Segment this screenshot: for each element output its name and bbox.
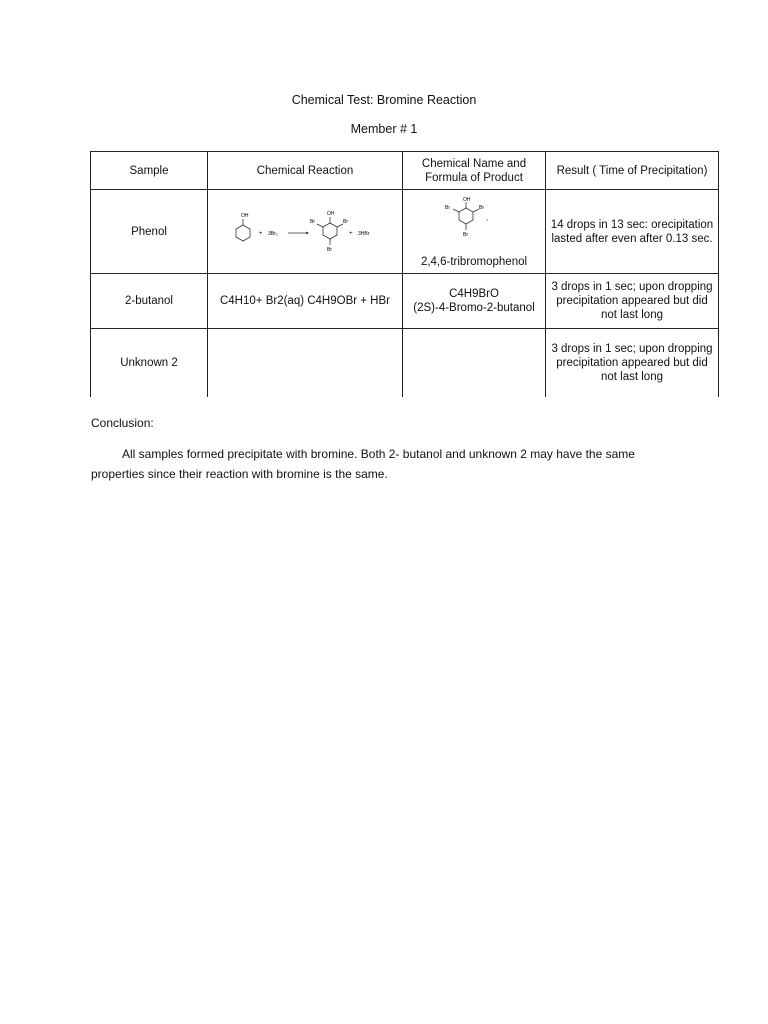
byproduct-label: 3HBr [358,230,370,237]
br-label-bottom: Br [327,246,332,253]
product-oh-label: OH [327,210,335,217]
structure-br-right: Br [479,205,484,211]
sample-cell: Unknown 2 [91,329,208,397]
tribromophenol-structure [403,194,546,242]
header-chemical-reaction: Chemical Reaction [208,152,403,190]
reaction-cell: C4H10+ Br2(aq) C4H9OBr + HBr [208,274,403,329]
sample-cell: Phenol [91,190,208,274]
results-table [90,151,719,397]
phenol-oh-label: OH [241,212,249,219]
conclusion-text: All samples formed precipitate with bromine. Both 2- butanol and unknown 2 may have the same properties since their reaction with bromine is the same. [91,447,635,481]
page-subtitle: Member # 1 [350,122,418,136]
table-header-row [91,152,719,190]
structure-oh-label: OH [463,197,471,203]
result-cell: 3 drops in 1 sec; upon dropping precipitation appeared but did not last long [546,274,719,329]
header-result: Result ( Time of Precipitation) [546,152,719,190]
sample-cell: 2-butanol [91,274,208,329]
product-cell [403,329,546,397]
product-cell [403,190,546,274]
page-title: Chemical Test: Bromine Reaction [291,93,477,107]
product-ring [323,223,337,239]
result-cell: 3 drops in 1 sec; upon dropping precipitation appeared but did not last long [546,329,719,397]
structure-br-left: Br [445,205,450,211]
plus-sign-2: + [349,230,353,237]
structure-br-bottom: Br [463,232,468,238]
reagent-label: 3Br₂ [268,230,278,237]
product-cell [403,274,546,329]
table-row [91,274,719,329]
reaction-cell [208,190,403,274]
product-name: 2,4,6-tribromophenol [420,256,528,268]
product-name: (2S)-4-Bromo-2-butanol [413,302,535,314]
result-cell: 14 drops in 13 sec: orecipitation lasted after even after 0.13 sec. [546,190,719,274]
br-label-right: Br [343,218,348,225]
plus-sign-1: + [259,230,263,237]
br-label-left: Br [310,218,315,225]
header-sample: Sample [91,152,208,190]
phenol-bromination-figure [230,202,380,262]
phenol-ring [236,225,250,241]
product-formula: C4H9BrO [449,288,499,300]
table-row [91,329,719,397]
table-row [91,190,719,274]
conclusion-heading: Conclusion: [91,416,154,430]
reaction-cell [208,329,403,397]
header-product: Chemical Name and Formula of Product [403,152,546,190]
